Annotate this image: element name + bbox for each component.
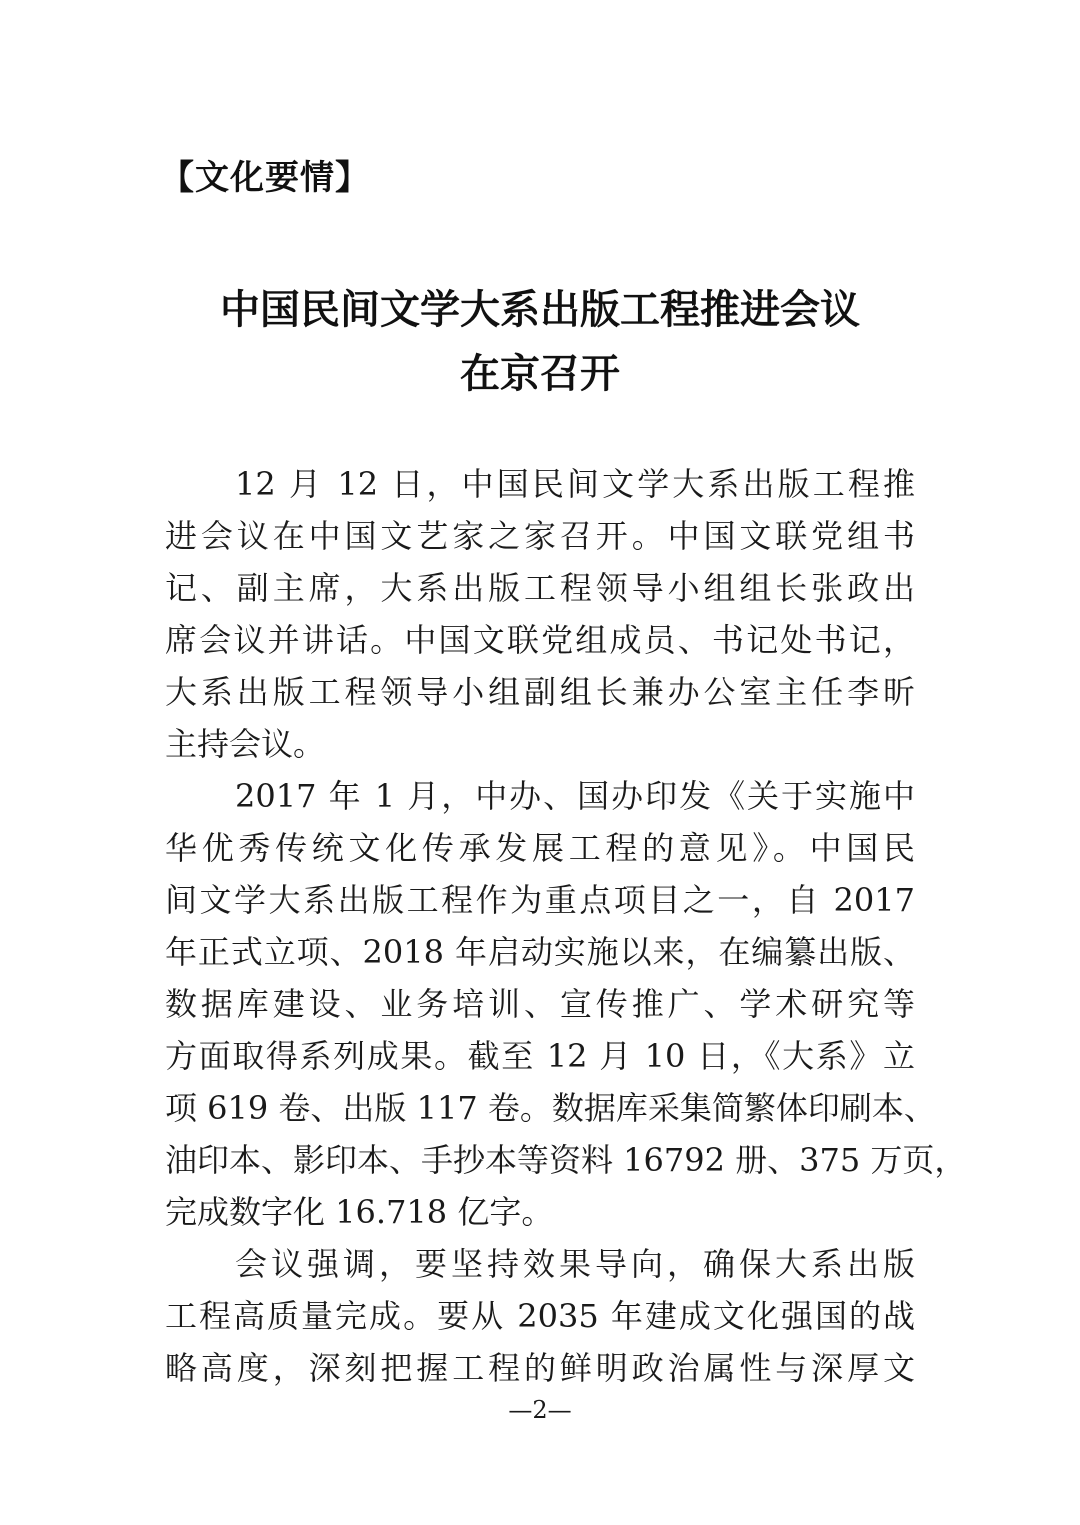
paragraph-line: 记、副主席，大系出版工程领导小组组长张政出 xyxy=(165,569,915,607)
article-body xyxy=(165,458,967,1394)
paragraph-3 xyxy=(165,1238,915,1394)
paragraph-line: 2017 年 1 月，中办、国办印发《关于实施中 xyxy=(235,777,915,815)
paragraph-line: 主持会议。 xyxy=(165,725,326,763)
paragraph-1 xyxy=(165,458,915,770)
page-number: —2— xyxy=(508,1396,572,1424)
paragraph-line: 会议强调，要坚持效果导向，确保大系出版 xyxy=(235,1245,915,1283)
article-title-line-2: 在京召开 xyxy=(460,350,620,397)
paragraph-line: 12 月 12 日，中国民间文学大系出版工程推 xyxy=(235,465,915,503)
paragraph-line: 略高度，深刻把握工程的鲜明政治属性与深厚文 xyxy=(165,1349,915,1387)
paragraph-line: 完成数字化 16.718 亿字。 xyxy=(165,1193,554,1231)
paragraph-2 xyxy=(165,770,967,1238)
paragraph-line: 方面取得系列成果。截至 12 月 10 日，《大系》立 xyxy=(165,1037,915,1075)
paragraph-line: 大系出版工程领导小组副组长兼办公室主任李昕 xyxy=(165,673,915,711)
paragraph-line: 工程高质量完成。要从 2035 年建成文化强国的战 xyxy=(165,1297,915,1335)
paragraph-line: 油印本、影印本、手抄本等资料 16792 册、375 万页， xyxy=(165,1141,967,1179)
paragraph-line: 数据库建设、业务培训、宣传推广、学术研究等 xyxy=(165,985,915,1023)
paragraph-line: 年正式立项、2018 年启动实施以来，在编纂出版、 xyxy=(165,933,915,971)
paragraph-line: 项 619 卷、出版 117 卷。数据库采集简繁体印刷本、 xyxy=(165,1089,936,1127)
paragraph-line: 间文学大系出版工程作为重点项目之一，自 2017 xyxy=(165,881,915,919)
paragraph-line: 席会议并讲话。中国文联党组成员、书记处书记， xyxy=(165,621,915,659)
paragraph-line: 华优秀传统文化传承发展工程的意见》。中国民 xyxy=(165,829,915,867)
section-tag: 【文化要情】 xyxy=(160,158,370,198)
article-title-line-1: 中国民间文学大系出版工程推进会议 xyxy=(220,286,860,333)
paragraph-line: 进会议在中国文艺家之家召开。中国文联党组书 xyxy=(165,517,915,555)
